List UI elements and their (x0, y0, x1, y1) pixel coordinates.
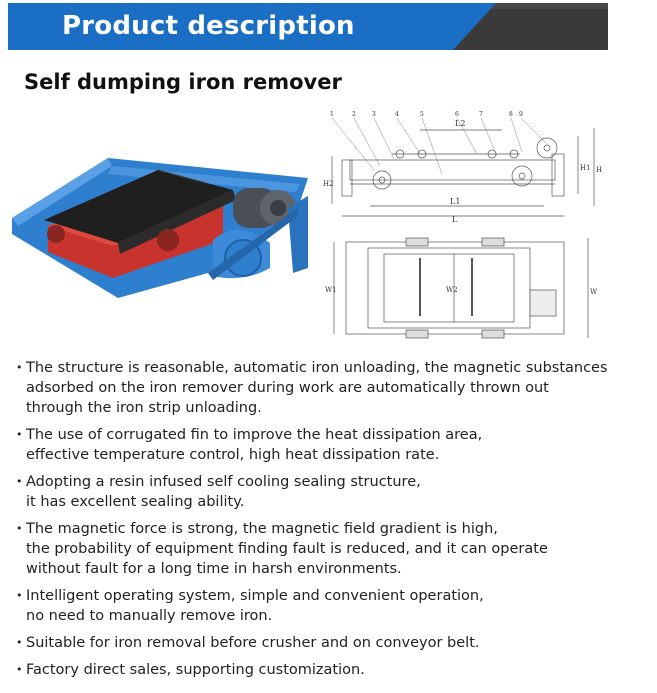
feature-item: • The use of corrugated fin to improve the heat dissipation area, effective temperature control, high heat dissipation rate. (16, 425, 626, 465)
feature-item: • Factory direct sales, supporting customization. (16, 660, 626, 680)
callout-label: 5 (420, 111, 424, 118)
feature-item: • Suitable for iron removal before crusher and on conveyor belt. (16, 633, 626, 653)
callout-label: 8 (509, 111, 513, 118)
callout-label: 3 (372, 111, 376, 118)
callout-label: 9 (519, 111, 523, 118)
dim-label-h2: H2 (323, 180, 334, 188)
dim-label-w2: W2 (446, 286, 458, 294)
dim-label-h1: H1 (580, 164, 591, 172)
iron-remover-machine-icon (8, 148, 318, 308)
feature-item: • Adopting a resin infused self cooling sealing structure, it has excellent sealing ability. (16, 472, 626, 512)
banner-title: Product description (62, 11, 355, 41)
callout-label: 6 (455, 111, 459, 118)
callout-label: 7 (479, 111, 483, 118)
product-title: Self dumping iron remover (24, 70, 342, 94)
dim-label-l1: L1 (450, 197, 461, 206)
callout-label: 1 (330, 111, 334, 118)
dim-label-w1: W1 (325, 286, 337, 294)
technical-drawing-icon (322, 104, 608, 344)
callout-label: 2 (352, 111, 356, 118)
dim-label-l: L (452, 215, 458, 224)
feature-list (16, 358, 626, 687)
feature-item: • Intelligent operating system, simple and convenient operation, no need to manually remove iron. (16, 586, 626, 626)
feature-item: • The magnetic force is strong, the magnetic field gradient is high, the probability of equipment finding fault is reduced, and it can operate without fault for a long time in harsh environments. (16, 519, 626, 579)
dim-label-w: W (590, 288, 598, 296)
section-banner (8, 3, 608, 50)
dim-label-l2: L2 (455, 119, 466, 128)
feature-item: • The structure is reasonable, automatic iron unloading, the magnetic substances adsorbed on the iron remover during work are automatically thrown out through the iron strip unloading. (16, 358, 626, 418)
callout-label: 4 (395, 111, 399, 118)
dim-label-h: H (596, 166, 603, 174)
